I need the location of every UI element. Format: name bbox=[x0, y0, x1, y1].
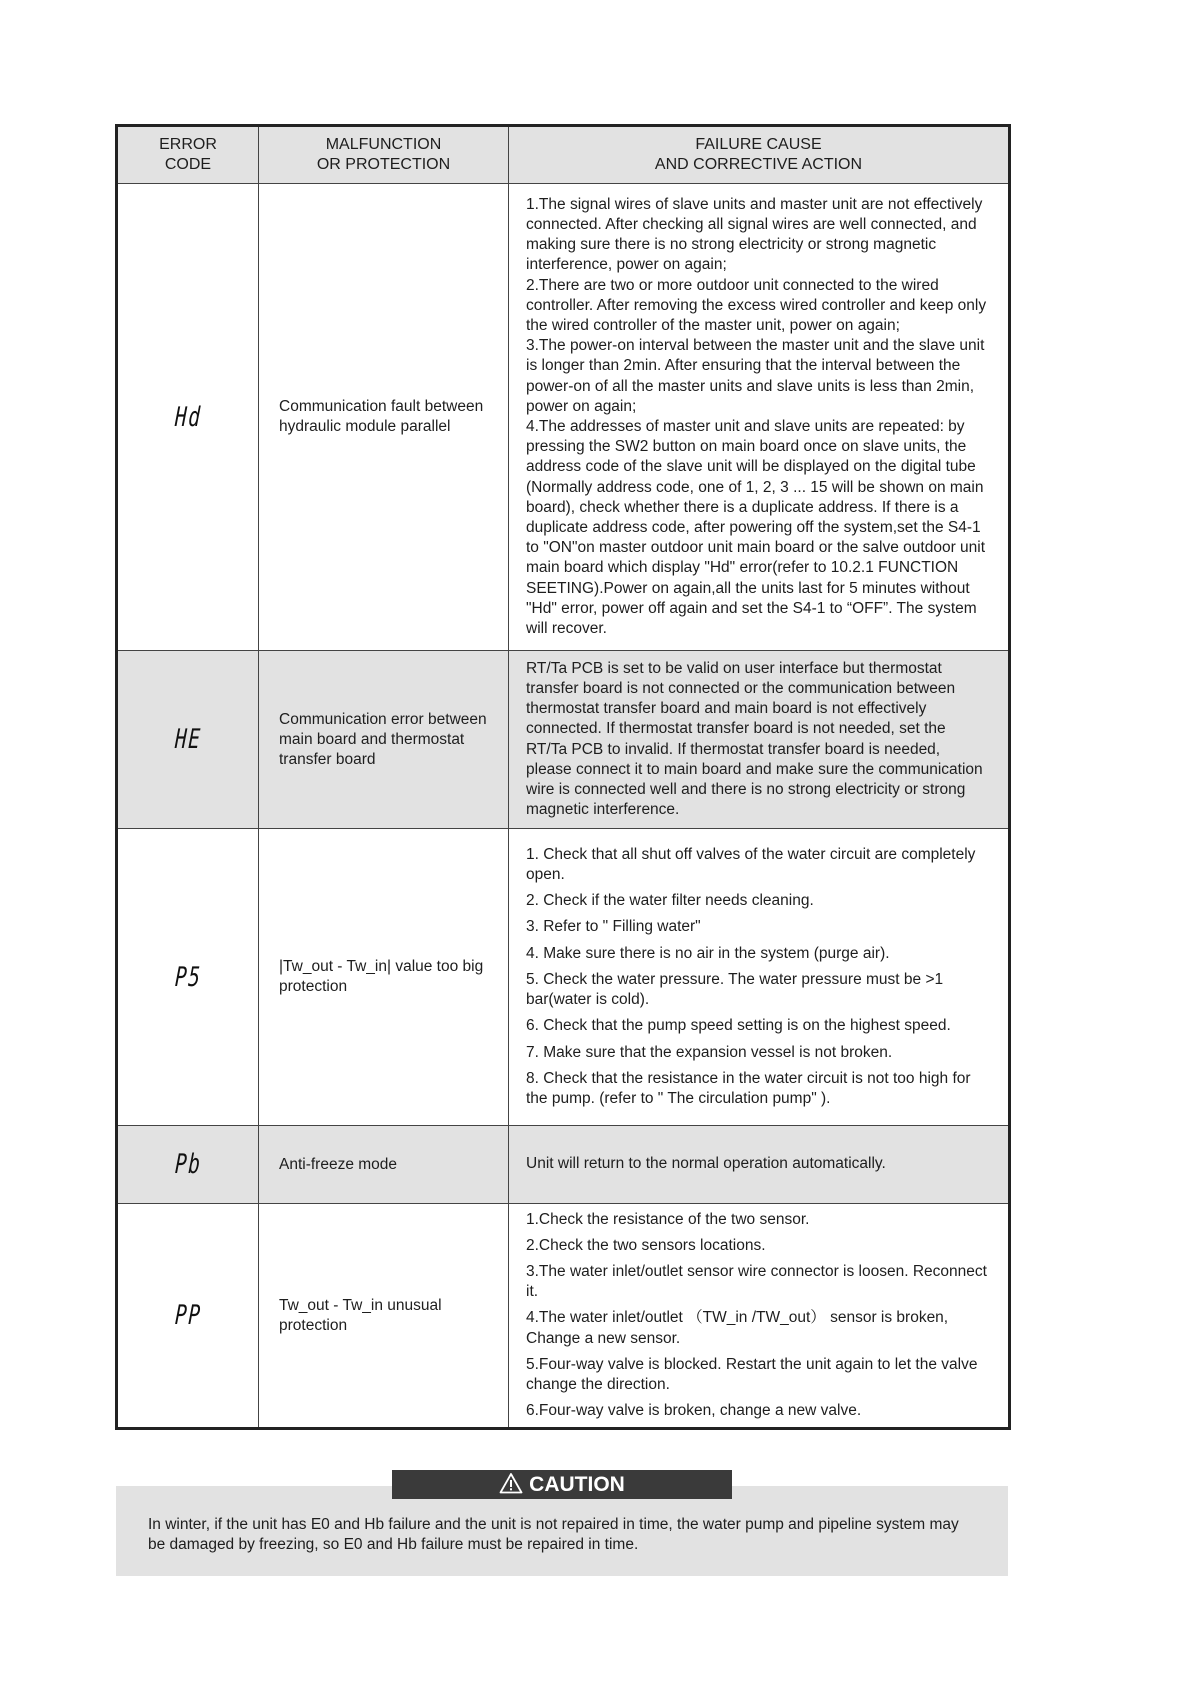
action-item: 2.There are two or more outdoor unit connected to the wired controller. After removing the excess wired controller and keep only the wired controller of the master unit, power on again; bbox=[526, 276, 987, 334]
action-item: 5.Four-way valve is blocked. Restart the unit again to let the valve change the direction. bbox=[526, 1355, 978, 1393]
action-item: 3.The power-on interval between the master unit and the slave unit is longer than 2min. After ensuring that the interval between the power-on of all the master units and slave units is less than 2min, power on again; bbox=[526, 337, 985, 415]
action-item: 1.Check the resistance of the two sensor. bbox=[526, 1210, 810, 1228]
error-code-cell bbox=[117, 184, 259, 651]
malfunction-cell: Communication fault between hydraulic module parallel bbox=[259, 184, 509, 651]
action-item: 2.Check the two sensors locations. bbox=[526, 1236, 766, 1254]
failure-cause-cell bbox=[509, 184, 1010, 651]
error-code-pp: PP bbox=[174, 1300, 202, 1331]
header-error-code: ERROR CODE bbox=[117, 126, 259, 184]
action-item: 3.The water inlet/outlet sensor wire connector is loosen. Reconnect it. bbox=[526, 1262, 987, 1301]
error-code-cell bbox=[117, 829, 259, 1126]
failure-cause-cell bbox=[509, 1204, 1010, 1429]
action-item: 3. Refer to " Filling water" bbox=[526, 918, 701, 936]
action-item: 4.The water inlet/outlet （TW_in /TW_out） sensor is broken, Change a new sensor. bbox=[526, 1309, 949, 1347]
action-item: 7. Make sure that the expansion vessel is not broken. bbox=[526, 1043, 893, 1061]
action-item: Unit will return to the normal operation automatically. bbox=[526, 1155, 886, 1173]
action-item: 1.The signal wires of slave units and master unit are not effectively connected. After checking all signal wires are well connected, and making sure there is no strong electricity or strong magnetic interference, power on again; bbox=[526, 195, 983, 274]
malfunction-cell: Anti-freeze mode bbox=[259, 1126, 509, 1204]
error-code-hd: Hd bbox=[174, 401, 202, 433]
warning-triangle-icon bbox=[499, 1472, 523, 1494]
caution-title: CAUTION bbox=[529, 1473, 625, 1496]
header-malfunction: MALFUNCTION OR PROTECTION bbox=[259, 126, 509, 184]
error-code-table bbox=[115, 124, 1011, 1430]
action-item: 4. Make sure there is no air in the system (purge air). bbox=[526, 944, 890, 962]
action-item: 6. Check that the pump speed setting is on the highest speed. bbox=[526, 1017, 951, 1035]
table-row bbox=[117, 184, 1010, 651]
table-header-row bbox=[117, 126, 1010, 184]
malfunction-cell: Tw_out - Tw_in unusual protection bbox=[259, 1204, 509, 1429]
error-code-cell bbox=[117, 1126, 259, 1204]
action-item: RT/Ta PCB is set to be valid on user interface but thermostat transfer board is not connected or the communication between thermostat transfer board and main board is not effectively connected. If thermostat transfer board is not needed, set the RT/Ta PCB to invalid. If thermostat transfer board is needed, please connect it to main board and make sure the communication wire is connected well and there is no strong electricity or strong magnetic interference. bbox=[526, 659, 983, 819]
error-code-pb: Pb bbox=[174, 1149, 202, 1180]
caution-title-bar bbox=[392, 1470, 732, 1499]
caution-text: In winter, if the unit has E0 and Hb failure and the unit is not repaired in time, the water pump and pipeline system may be damaged by freezing, so E0 and Hb failure must be repaired in time. bbox=[148, 1516, 959, 1553]
error-code-cell bbox=[117, 1204, 259, 1429]
failure-cause-cell bbox=[509, 829, 1010, 1126]
action-item: 5. Check the water pressure. The water pressure must be >1 bar(water is cold). bbox=[526, 970, 944, 1009]
failure-cause-cell bbox=[509, 1126, 1010, 1204]
action-item: 1. Check that all shut off valves of the water circuit are completely open. bbox=[526, 845, 976, 884]
action-item: 2. Check if the water filter needs cleaning. bbox=[526, 892, 814, 910]
table-row bbox=[117, 651, 1010, 829]
header-failure-cause: FAILURE CAUSE AND CORRECTIVE ACTION bbox=[509, 126, 1010, 184]
table-row bbox=[117, 1204, 1010, 1429]
table-row bbox=[117, 1126, 1010, 1204]
action-item: 4.The addresses of master unit and slave units are repeated: by pressing the SW2 button on main board once on slave units, the address code of the slave unit will be displayed on the digital tube (Normally address code, one of 1, 2, 3 ... 15 will be shown on main board), check whether there is a duplicate address. If there is a duplicate address code, after powering off the system,set the S4-1 to "ON"on master outdoor unit main board or the salve outdoor unit main board which display "Hd" error(refer to 10.2.1 FUNCTION SEETING).Power on again,all the units last for 5 minutes without "Hd" error, power off again and set the S4-1 to “OFF”. The system will recover. bbox=[526, 418, 986, 638]
malfunction-cell: |Tw_out - Tw_in| value too big protection bbox=[259, 829, 509, 1126]
malfunction-cell: Communication error between main board and thermostat transfer board bbox=[259, 651, 509, 829]
error-code-p5: P5 bbox=[174, 961, 202, 993]
table-row bbox=[117, 829, 1010, 1126]
error-code-he: HE bbox=[174, 724, 202, 755]
failure-cause-cell bbox=[509, 651, 1010, 829]
action-item: 6.Four-way valve is broken, change a new valve. bbox=[526, 1402, 862, 1420]
action-item: 8. Check that the resistance in the water circuit is not too high for the pump. (refer to " The circulation pump" ). bbox=[526, 1069, 971, 1107]
error-code-cell bbox=[117, 651, 259, 829]
